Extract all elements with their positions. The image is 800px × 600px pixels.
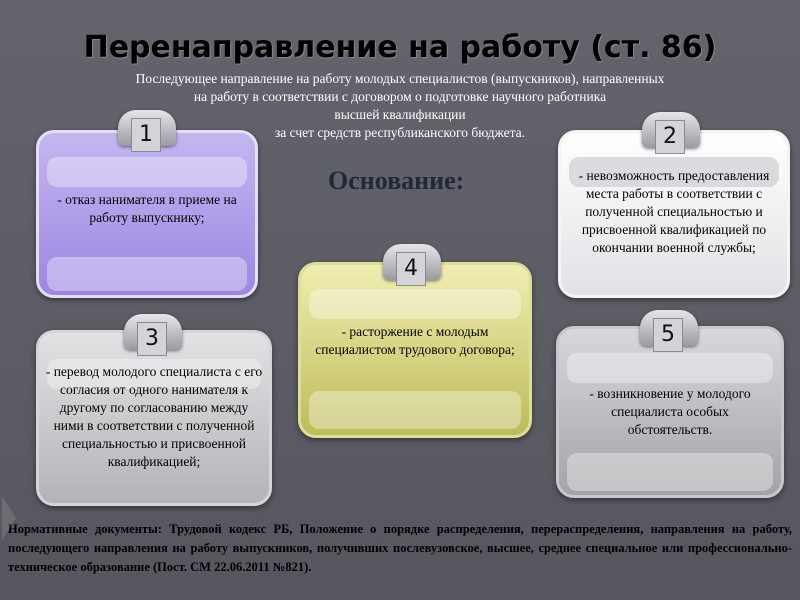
reason-card-3 bbox=[36, 330, 272, 506]
reason-text-1: - отказ нанимателя в приеме на работу выпускнику; bbox=[57, 192, 237, 225]
number-badge-1 bbox=[118, 110, 176, 146]
normative-documents: Нормативные документы: Трудовой кодекс РБ, Положение о порядке распределения, перераспределения, направления на работу, последующего направления на работу выпускников, получивших послевузовское, высшее, среднее специальное или профессионально-техническое образование (Пост. СМ 22.06.2011 №821). bbox=[8, 522, 792, 574]
subtitle-line: высшей квалификации bbox=[334, 107, 466, 122]
badge-number: 4 bbox=[396, 252, 426, 286]
number-badge-4 bbox=[383, 244, 441, 280]
decor-triangle-icon bbox=[2, 496, 16, 540]
reason-text-5: - возникновение у молодого специалиста особых обстоятельств. bbox=[589, 386, 751, 437]
card-band bbox=[309, 289, 521, 319]
badge-number: 1 bbox=[131, 118, 161, 152]
reason-card-1 bbox=[36, 130, 258, 298]
reason-card-4 bbox=[298, 262, 532, 438]
number-badge-2 bbox=[642, 112, 700, 148]
card-band bbox=[47, 157, 247, 187]
reason-text-4: - расторжение с молодым специалистом трудового договора; bbox=[315, 324, 515, 357]
reason-text-3: - перевод молодого специалиста с его согласия от одного нанимателя к другому по согласованию между ними в соответствии с полученной специальностью и присвоенной квалификацией; bbox=[45, 364, 263, 469]
slide-title: Перенаправление на работу (ст. 86) bbox=[83, 30, 717, 65]
reason-card-2 bbox=[558, 130, 790, 298]
card-band bbox=[567, 453, 773, 491]
card-band bbox=[309, 391, 521, 429]
number-badge-3 bbox=[124, 314, 182, 350]
basis-heading: Основание: bbox=[328, 166, 465, 195]
subtitle-line: за счет средств республиканского бюджета. bbox=[274, 125, 526, 140]
subtitle-line: на работу в соответствии с договором о подготовке научного работника bbox=[193, 89, 607, 104]
badge-number: 3 bbox=[137, 322, 167, 356]
badge-number: 5 bbox=[653, 318, 683, 352]
reason-text-2: - невозможность предоставления места работы в соответствии с полученной специальностью и присвоенной квалификацией по окончании военной службы; bbox=[578, 168, 770, 255]
card-band bbox=[567, 353, 773, 383]
number-badge-5 bbox=[640, 310, 698, 346]
badge-number: 2 bbox=[655, 120, 685, 154]
subtitle-line: Последующее направление на работу молодых специалистов (выпускников), направленных bbox=[135, 71, 665, 86]
card-band bbox=[47, 257, 247, 291]
